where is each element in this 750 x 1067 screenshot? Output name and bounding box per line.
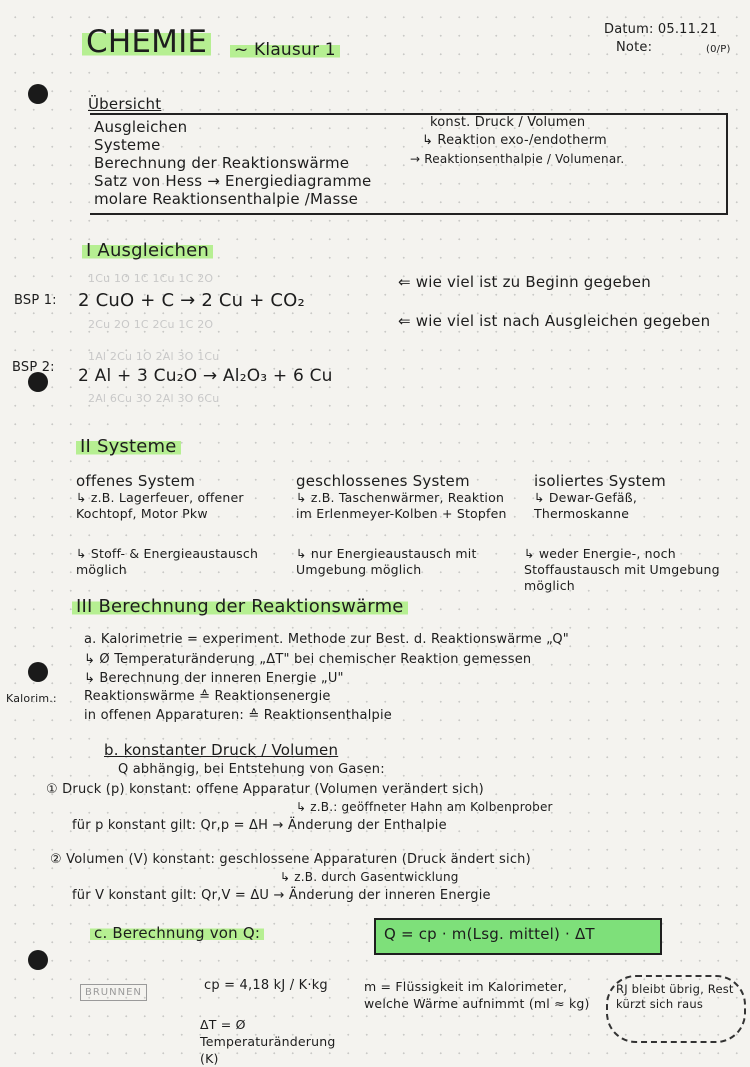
constant-pv-7: für V konstant gilt: Qr,V = ΔU → Änderung der inneren Energie bbox=[72, 888, 491, 903]
binder-hole-3 bbox=[28, 662, 48, 682]
calorimetry-line: a. Kalorimetrie = experiment. Methode zur Best. d. Reaktionswärme „Q" bbox=[84, 632, 569, 647]
isolated-system-desc: ↳ weder Energie-, noch Stoffaustausch mit Umgebung möglich bbox=[524, 546, 720, 593]
bsp1-below: 2Cu 2O 1C 2Cu 1C 2O bbox=[88, 318, 214, 331]
closed-system-title: geschlossenes System bbox=[296, 472, 470, 490]
overview-item: Berechnung der Reaktionswärme bbox=[94, 154, 350, 172]
binder-hole-2 bbox=[28, 372, 48, 392]
calorimetry-point-2: ↳ Berechnung der inneren Energie „U" bbox=[84, 671, 344, 686]
bsp1-label: BSP 1: bbox=[14, 293, 57, 308]
cp-value: cp = 4,18 kJ / K·kg bbox=[204, 978, 328, 993]
closed-system-example: ↳ z.B. Taschenwärmer, Reaktion im Erlenmeyer-Kolben + Stopfen bbox=[296, 490, 507, 521]
m-definition: m = Flüssigkeit im Kalorimeter, welche Wärme aufnimmt (ml ≈ kg) bbox=[364, 979, 590, 1011]
calorimetry-point-1: ↳ Ø Temperaturänderung „ΔT" bei chemischer Reaktion gemessen bbox=[84, 652, 532, 667]
overview-right-1: konst. Druck / Volumen bbox=[430, 115, 586, 130]
delta-t-definition: ΔT = Ø Temperaturänderung (K) bbox=[200, 1017, 336, 1066]
overview-right-2: ↳ Reaktion exo-/endotherm bbox=[422, 133, 607, 148]
page-title: CHEMIE bbox=[82, 24, 211, 60]
calc-q-title: c. Berechnung von Q: bbox=[90, 924, 264, 942]
isolated-system-example: ↳ Dewar-Gefäß, Thermoskanne bbox=[534, 490, 638, 521]
overview-right-3: → Reaktionsenthalpie / Volumenar. bbox=[410, 152, 625, 166]
date: Datum: 05.11.21 bbox=[604, 22, 718, 37]
constant-pv-6: ↳ z.B. durch Gasentwicklung bbox=[280, 870, 459, 884]
constant-pv-title: b. konstanter Druck / Volumen bbox=[104, 741, 339, 759]
bsp2-above: 1Al 2Cu 1O 2Al 3O 1Cu bbox=[88, 350, 220, 363]
calorimetry-point-3: Reaktionswärme ≙ Reaktionsenergie bbox=[84, 689, 331, 704]
section-3-title: III Berechnung der Reaktionswärme bbox=[72, 596, 408, 617]
binder-hole-4 bbox=[28, 950, 48, 970]
overview-item: Satz von Hess → Energiediagramme bbox=[94, 172, 372, 190]
section-2-title: II Systeme bbox=[76, 436, 181, 457]
open-system-example: ↳ z.B. Lagerfeuer, offener Kochtopf, Motor Pkw bbox=[76, 490, 244, 521]
overview-list bbox=[94, 118, 371, 208]
bsp1-above: 1Cu 1O 1C 1Cu 1C 2O bbox=[88, 272, 214, 285]
binder-hole-1 bbox=[28, 84, 48, 104]
grade-label: Note: bbox=[616, 40, 653, 55]
constant-pv-3: ↳ z.B.: geöffneter Hahn am Kolbenprober bbox=[296, 800, 553, 814]
kalorim-label: Kalorim.: bbox=[6, 692, 57, 705]
constant-pv-1: Q abhängig, bei Entstehung von Gasen: bbox=[118, 762, 385, 777]
bsp2-label: BSP 2: bbox=[12, 360, 55, 375]
page-subtitle: ~ Klausur 1 bbox=[230, 40, 340, 60]
constant-pv-4: für p konstant gilt: Qr,p = ΔH → Änderung der Enthalpie bbox=[72, 818, 447, 833]
overview-item: Ausgleichen bbox=[94, 118, 188, 136]
open-system-title: offenes System bbox=[76, 472, 196, 490]
bsp1-note-2: ⇐ wie viel ist nach Ausgleichen gegeben bbox=[398, 312, 711, 330]
overview-item: Systeme bbox=[94, 136, 161, 154]
section-1-title: I Ausgleichen bbox=[82, 240, 213, 261]
q-formula: Q = cp · m(Lsg. mittel) · ΔT bbox=[384, 925, 595, 943]
bsp1-note-1: ⇐ wie viel ist zu Beginn gegeben bbox=[398, 273, 651, 291]
overview-item: molare Reaktionsenthalpie /Masse bbox=[94, 190, 358, 208]
overview-title: Übersicht bbox=[88, 95, 162, 113]
closed-system-desc: ↳ nur Energieaustausch mit Umgebung möglich bbox=[296, 546, 477, 577]
calorimetry-point-4: in offenen Apparaturen: ≙ Reaktionsenthalpie bbox=[84, 708, 392, 723]
isolated-system-title: isoliertes System bbox=[534, 472, 666, 490]
grade-value: (0/P) bbox=[706, 44, 731, 55]
bsp1-equation: 2 CuO + C → 2 Cu + CO₂ bbox=[78, 290, 305, 311]
note-text: RJ bleibt übrig, Rest kürzt sich raus bbox=[616, 982, 734, 1011]
constant-pv-2: ① Druck (p) konstant: offene Apparatur (Volumen verändert sich) bbox=[46, 782, 484, 797]
bsp2-below: 2Al 6Cu 3O 2Al 3O 6Cu bbox=[88, 392, 220, 405]
brand-logo: BRUNNEN bbox=[80, 984, 147, 1001]
constant-pv-5: ② Volumen (V) konstant: geschlossene Apparaturen (Druck ändert sich) bbox=[50, 852, 531, 867]
open-system-desc: ↳ Stoff- & Energieaustausch möglich bbox=[76, 546, 259, 577]
bsp2-equation: 2 Al + 3 Cu₂O → Al₂O₃ + 6 Cu bbox=[78, 366, 333, 386]
